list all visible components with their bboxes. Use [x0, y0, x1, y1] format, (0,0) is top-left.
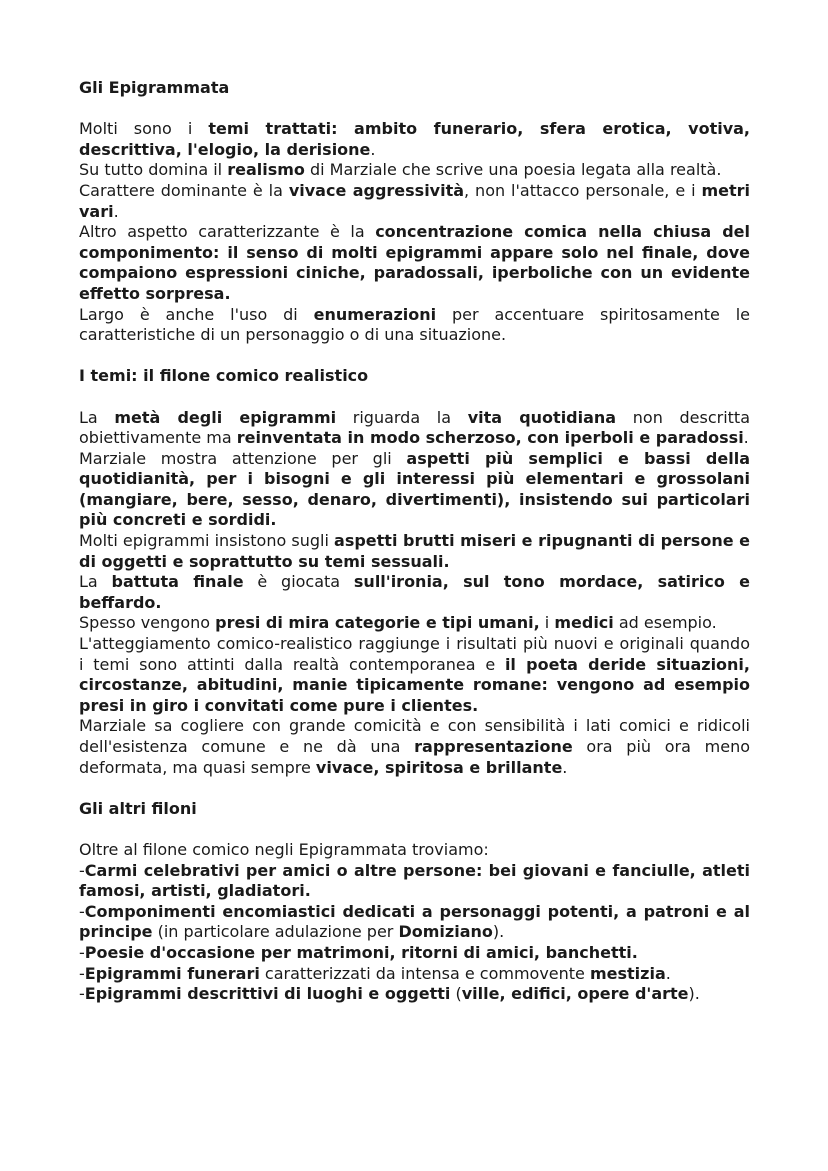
- section-title-comic-realistic: I temi: il filone comico realistico: [79, 366, 369, 386]
- list-item: [79, 902, 750, 943]
- bold-text: vita quotidiana: [467, 407, 617, 427]
- bold-text: il poeta deride situazioni, circostanze, abitudini, manie tipicamente romane: vengono ad esempio presi in giro i convitati come pure i clientes.: [79, 654, 750, 715]
- spacer: [79, 778, 750, 799]
- bold-text: aspetti più semplici e bassi della quotidianità, per i bisogni e gli interessi più elementari e grossolani (mangiare, bere, sesso, denaro, divertimenti), insistendo sui particolari più concreti e sordidi.: [79, 448, 751, 530]
- text-run: .: [665, 963, 671, 983]
- bold-text: vivace, spiritosa e brillante: [315, 757, 563, 777]
- bold-text: medici: [554, 613, 614, 633]
- text-run: .: [113, 201, 119, 221]
- text-run: -: [79, 984, 85, 1004]
- text-run: La: [79, 572, 112, 592]
- paragraph: [79, 305, 750, 346]
- text-run: ora più ora meno deformata, ma quasi sempre: [79, 737, 750, 777]
- list-item: [79, 964, 750, 985]
- list-item: [79, 943, 750, 964]
- text-run: caratterizzati da intensa e commovente: [259, 963, 590, 983]
- bold-text: reinventata in modo scherzoso, con iperboli e paradossi: [236, 428, 744, 448]
- bold-text: Poesie d'occasione per matrimoni, ritorni di amici, banchetti.: [84, 942, 638, 962]
- section-title-other-strands: Gli altri filoni: [79, 798, 197, 818]
- bold-text: Domiziano: [398, 922, 493, 942]
- text-run: La: [79, 407, 115, 427]
- bold-text: sull'ironia, sul tono mordace, satirico e beffardo.: [79, 572, 751, 612]
- paragraph: [79, 634, 750, 716]
- bold-text: temi trattati: ambito funerario, sfera erotica, votiva, descrittiva, l'elogio, la derisione: [79, 119, 751, 159]
- text-run: , non l'attacco personale, e i: [464, 180, 702, 200]
- text-run: L'atteggiamento comico-realistico raggiunge i risultati più nuovi e originali quando i temi sono attinti dalla realtà contemporanea e: [79, 634, 750, 674]
- text-run: -: [79, 942, 85, 962]
- text-run: i: [539, 613, 555, 633]
- text-run: Carattere dominante è la: [79, 180, 289, 200]
- text-run: -: [79, 901, 85, 921]
- text-run: -: [79, 963, 85, 983]
- bold-text: aspetti brutti miseri e ripugnanti di persone e di oggetti e soprattutto su temi sessuali.: [79, 531, 751, 571]
- text-run: .: [370, 139, 376, 159]
- bold-text: Epigrammi funerari: [84, 963, 260, 983]
- text-run: Molti epigrammi insistono sugli: [79, 531, 335, 551]
- paragraph: [79, 840, 750, 861]
- text-run: (: [450, 984, 462, 1004]
- spacer: [79, 346, 750, 367]
- bold-text: rappresentazione: [414, 737, 573, 756]
- paragraph: [79, 160, 750, 181]
- bold-text: concentrazione comica nella chiusa del componimento: il senso di molti epigrammi appare solo nel finale, dove compaiono espressioni ciniche, paradossali, iperboliche con un evidente effetto sorpresa.: [79, 222, 751, 303]
- text-run: di Marziale che scrive una poesia legata alla realtà.: [304, 160, 722, 180]
- paragraph: [79, 222, 750, 304]
- text-run: .: [562, 757, 568, 777]
- bold-text: Carmi celebrativi per amici o altre persone: bei giovani e fanciulle, atleti famosi, artisti, gladiatori.: [79, 860, 750, 901]
- section-title-epigrammata: Gli Epigrammata: [79, 78, 230, 97]
- text-run: -: [79, 860, 85, 880]
- text-run: Su tutto domina il: [79, 160, 228, 180]
- bold-text: Epigrammi descrittivi di luoghi e oggetti: [84, 984, 451, 1004]
- paragraph: [79, 119, 750, 160]
- text-run: ).: [688, 984, 700, 1004]
- paragraph: [79, 181, 750, 222]
- document-page: [79, 78, 750, 1005]
- bold-text: Componimenti encomiastici dedicati a personaggi potenti, a patroni e al principe: [79, 901, 750, 942]
- list-item: [79, 861, 750, 902]
- paragraph: [79, 716, 750, 778]
- paragraph: [79, 572, 750, 613]
- text-run: Marziale sa cogliere con grande comicità e con sensibilità i lati comici e ridicoli dell'esistenza comune e ne dà una: [79, 716, 750, 756]
- bold-text: enumerazioni: [313, 304, 437, 324]
- text-run: Marziale mostra attenzione per gli: [79, 448, 407, 468]
- bold-text: vivace aggressività: [288, 180, 465, 200]
- text-run: riguarda la: [336, 407, 468, 427]
- paragraph: [79, 531, 750, 572]
- text-run: Altro aspetto caratterizzante è la: [79, 222, 376, 242]
- paragraph: [79, 408, 750, 449]
- text-run: per accentuare spiritosamente le caratteristiche di un personaggio o di una situazione.: [79, 304, 751, 345]
- bold-text: ville, edifici, opere d'arte: [461, 984, 689, 1004]
- bold-text: battuta finale: [111, 572, 244, 592]
- paragraph: [79, 613, 750, 634]
- bold-text: presi di mira categorie e tipi umani,: [215, 613, 540, 633]
- bold-text: metà degli epigrammi: [114, 407, 337, 427]
- text-run: ad esempio.: [613, 613, 717, 633]
- text-run: Spesso vengono: [79, 613, 216, 633]
- text-run: è giocata: [243, 572, 354, 592]
- text-run: (in particolare adulazione per: [152, 922, 399, 942]
- text-run: Molti sono i: [79, 119, 209, 139]
- bold-text: mestizia: [589, 963, 666, 983]
- text-run: ).: [492, 922, 505, 942]
- bold-text: metri vari: [79, 180, 751, 221]
- text-run: .: [743, 428, 749, 448]
- list-item: [79, 984, 750, 1005]
- paragraph: [79, 449, 750, 531]
- text-run: non descritta obiettivamente ma: [79, 407, 750, 448]
- bold-text: realismo: [227, 160, 305, 180]
- text-run: Largo è anche l'uso di: [79, 304, 314, 324]
- text-run: Oltre al filone comico negli Epigrammata troviamo:: [79, 839, 489, 859]
